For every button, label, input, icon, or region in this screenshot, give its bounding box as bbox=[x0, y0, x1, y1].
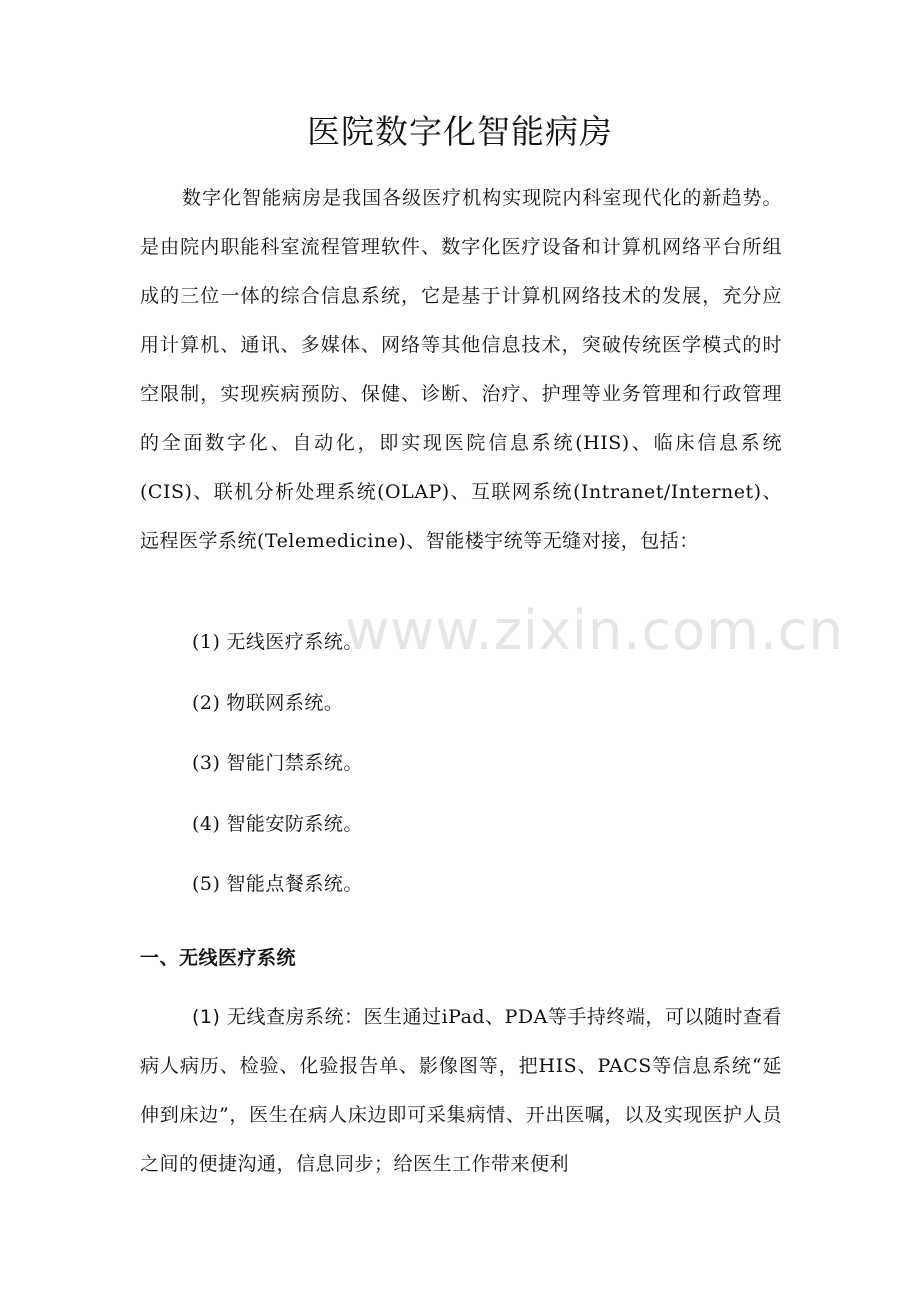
section-heading: 一、无线医疗系统 bbox=[140, 947, 297, 969]
list-item-number: (5) bbox=[192, 873, 221, 895]
list-item-text: 智能点餐系统。 bbox=[226, 873, 363, 895]
section-paragraph bbox=[140, 993, 782, 1189]
list-item-text: 智能安防系统。 bbox=[226, 813, 363, 835]
list-item bbox=[192, 627, 752, 657]
section-paragraph-lead: (1) 无线查房系统： bbox=[192, 1006, 364, 1028]
list-item-number: (3) bbox=[192, 752, 221, 774]
section-paragraph-body: 医生通过iPad、PDA等手持终端，可以随时查看病人病历、检验、化验报告单、影像图等，把HIS、PACS等信息系统“延伸到床边”，医生在病人床边即可采集病情、开出医嘱，以及实现医护人员之间的便捷沟通，信息同步；给医生工作带来便利 bbox=[140, 1006, 782, 1175]
list-item bbox=[192, 688, 752, 718]
intro-paragraph: 数字化智能病房是我国各级医疗机构实现院内科室现代化的新趋势。是由院内职能科室流程管理软件、数字化医疗设备和计算机网络平台所组成的三位一体的综合信息系统，它是基于计算机网络技术的发展，充分应用计算机、通讯、多媒体、网络等其他信息技术，突破传统医学模式的时空限制，实现疾病预防、保健、诊断、治疗、护理等业务管理和行政管理的全面数字化、自动化，即实现医院信息系统(HIS)、临床信息系统(CIS)、联机分析处理系统(OLAP)、互联网系统(Intranet/Internet)、远程医学系统(Telemedicine)、智能楼宇统等无缝对接，包括： bbox=[140, 187, 782, 552]
document-title: 医院数字化智能病房 bbox=[307, 112, 613, 151]
list-item-text: 无线医疗系统。 bbox=[226, 631, 363, 653]
list-item-text: 物联网系统。 bbox=[226, 692, 344, 714]
list-item bbox=[192, 748, 752, 778]
watermark: www.zixin.com.cn bbox=[345, 599, 844, 662]
list-item-number: (2) bbox=[192, 692, 221, 714]
list-item-number: (1) bbox=[192, 631, 221, 653]
list-item bbox=[192, 869, 752, 899]
list-item-number: (4) bbox=[192, 813, 221, 835]
list-item-text: 智能门禁系统。 bbox=[226, 752, 363, 774]
list-item bbox=[192, 809, 752, 839]
